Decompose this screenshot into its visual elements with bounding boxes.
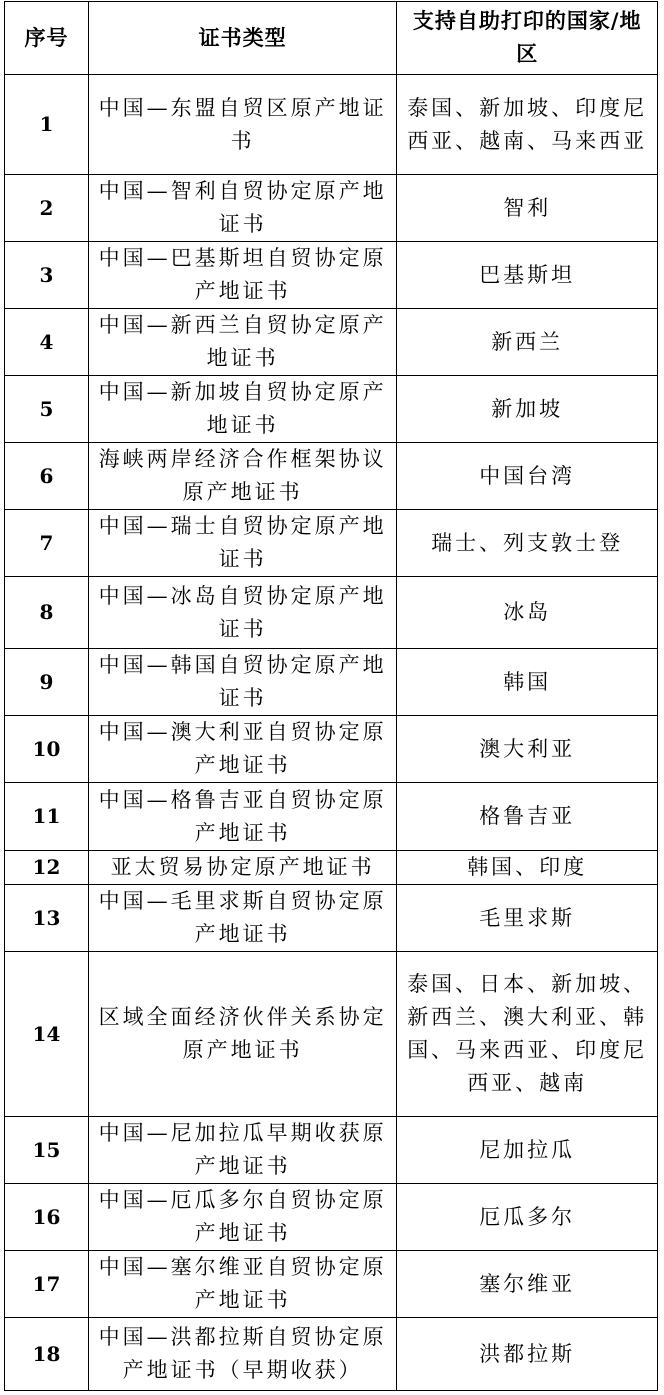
certificate-type: 中国—澳大利亚自贸协定原产地证书 bbox=[88, 716, 396, 783]
certificate-type: 区域全面经济伙伴关系协定原产地证书 bbox=[88, 952, 396, 1117]
row-number: 12 bbox=[5, 851, 89, 885]
supported-region: 塞尔维亚 bbox=[397, 1251, 658, 1318]
row-number: 14 bbox=[5, 952, 89, 1117]
row-number: 7 bbox=[5, 510, 89, 577]
certificate-type: 中国—洪都拉斯自贸协定原产地证书（早期收获） bbox=[88, 1318, 396, 1391]
table-row bbox=[5, 952, 658, 1117]
supported-region: 智利 bbox=[397, 175, 658, 242]
table-row bbox=[5, 1251, 658, 1318]
supported-region: 厄瓜多尔 bbox=[397, 1184, 658, 1251]
table-row bbox=[5, 1184, 658, 1251]
row-number: 9 bbox=[5, 649, 89, 716]
table-row bbox=[5, 175, 658, 242]
table-header-row bbox=[5, 2, 658, 75]
table-row bbox=[5, 783, 658, 851]
supported-region: 澳大利亚 bbox=[397, 716, 658, 783]
table-row bbox=[5, 1117, 658, 1184]
table-row bbox=[5, 75, 658, 175]
row-number: 15 bbox=[5, 1117, 89, 1184]
table-row bbox=[5, 376, 658, 443]
row-number: 8 bbox=[5, 577, 89, 649]
header-number: 序号 bbox=[5, 2, 89, 75]
table-row bbox=[5, 1318, 658, 1391]
supported-region: 毛里求斯 bbox=[397, 885, 658, 952]
supported-region: 泰国、新加坡、印度尼西亚、越南、马来西亚 bbox=[397, 75, 658, 175]
certificate-type: 亚太贸易协定原产地证书 bbox=[88, 851, 396, 885]
row-number: 16 bbox=[5, 1184, 89, 1251]
supported-region: 冰岛 bbox=[397, 577, 658, 649]
certificate-type: 中国—冰岛自贸协定原产地证书 bbox=[88, 577, 396, 649]
table-row bbox=[5, 649, 658, 716]
table-row bbox=[5, 577, 658, 649]
table-row bbox=[5, 716, 658, 783]
certificate-type: 中国—尼加拉瓜早期收获原产地证书 bbox=[88, 1117, 396, 1184]
supported-region: 新加坡 bbox=[397, 376, 658, 443]
table-row bbox=[5, 885, 658, 952]
header-supported-region: 支持自助打印的国家/地区 bbox=[397, 2, 658, 75]
table-row bbox=[5, 242, 658, 309]
certificate-type: 中国—智利自贸协定原产地证书 bbox=[88, 175, 396, 242]
supported-region: 新西兰 bbox=[397, 309, 658, 376]
row-number: 2 bbox=[5, 175, 89, 242]
certificate-type: 中国—瑞士自贸协定原产地证书 bbox=[88, 510, 396, 577]
supported-region: 巴基斯坦 bbox=[397, 242, 658, 309]
supported-region: 中国台湾 bbox=[397, 443, 658, 510]
certificate-type: 中国—东盟自贸区原产地证书 bbox=[88, 75, 396, 175]
row-number: 1 bbox=[5, 75, 89, 175]
certificate-type: 中国—新西兰自贸协定原产地证书 bbox=[88, 309, 396, 376]
table-row bbox=[5, 443, 658, 510]
certificate-table bbox=[4, 1, 658, 1391]
supported-region: 泰国、日本、新加坡、新西兰、澳大利亚、韩国、马来西亚、印度尼西亚、越南 bbox=[397, 952, 658, 1117]
certificate-type: 中国—毛里求斯自贸协定原产地证书 bbox=[88, 885, 396, 952]
table-row bbox=[5, 851, 658, 885]
supported-region: 瑞士、列支敦士登 bbox=[397, 510, 658, 577]
supported-region: 洪都拉斯 bbox=[397, 1318, 658, 1391]
row-number: 11 bbox=[5, 783, 89, 851]
header-certificate-type: 证书类型 bbox=[88, 2, 396, 75]
table-row bbox=[5, 510, 658, 577]
row-number: 13 bbox=[5, 885, 89, 952]
row-number: 3 bbox=[5, 242, 89, 309]
certificate-type: 中国—新加坡自贸协定原产地证书 bbox=[88, 376, 396, 443]
certificate-type: 中国—塞尔维亚自贸协定原产地证书 bbox=[88, 1251, 396, 1318]
supported-region: 格鲁吉亚 bbox=[397, 783, 658, 851]
row-number: 17 bbox=[5, 1251, 89, 1318]
row-number: 18 bbox=[5, 1318, 89, 1391]
table-row bbox=[5, 309, 658, 376]
certificate-type: 中国—巴基斯坦自贸协定原产地证书 bbox=[88, 242, 396, 309]
certificate-type: 中国—格鲁吉亚自贸协定原产地证书 bbox=[88, 783, 396, 851]
row-number: 4 bbox=[5, 309, 89, 376]
certificate-type: 海峡两岸经济合作框架协议原产地证书 bbox=[88, 443, 396, 510]
certificate-type: 中国—韩国自贸协定原产地证书 bbox=[88, 649, 396, 716]
supported-region: 韩国 bbox=[397, 649, 658, 716]
row-number: 5 bbox=[5, 376, 89, 443]
row-number: 6 bbox=[5, 443, 89, 510]
certificate-type: 中国—厄瓜多尔自贸协定原产地证书 bbox=[88, 1184, 396, 1251]
supported-region: 韩国、印度 bbox=[397, 851, 658, 885]
supported-region: 尼加拉瓜 bbox=[397, 1117, 658, 1184]
row-number: 10 bbox=[5, 716, 89, 783]
